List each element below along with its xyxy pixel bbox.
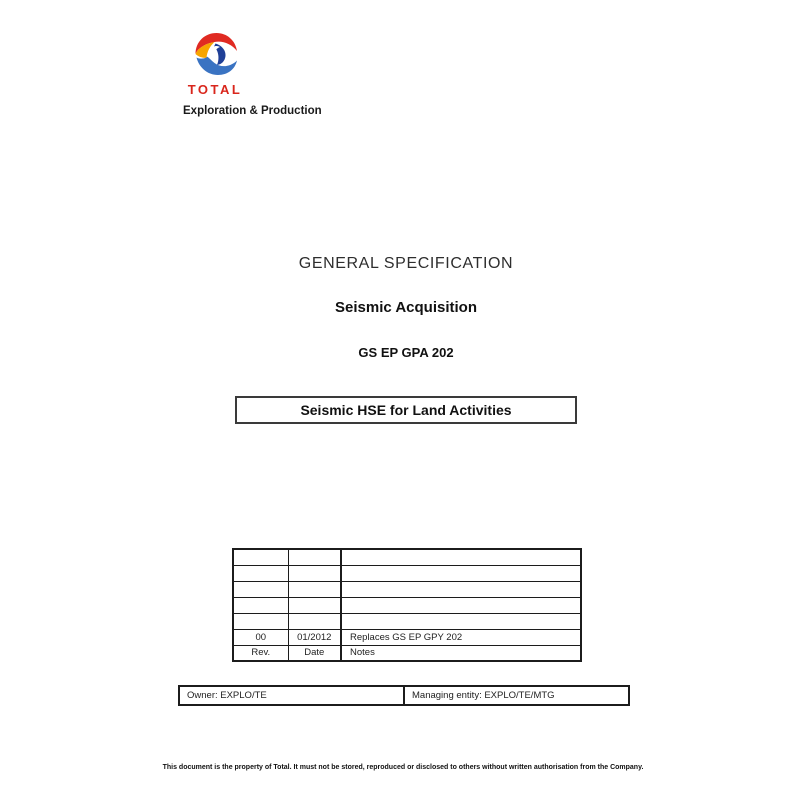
date-cell [288,613,341,629]
total-wordmark: TOTAL [187,82,243,97]
subject-heading: Seismic Acquisition [335,299,477,316]
rev-cell [233,581,288,597]
doc-type-heading: GENERAL SPECIFICATION [298,255,514,272]
date-cell [288,581,341,597]
ownership-table [178,685,630,706]
revision-history-table [232,548,582,662]
table-row [233,629,581,645]
notes-cell [341,581,581,597]
total-globe-icon [191,28,241,80]
rev-cell [233,597,288,613]
table-row [233,565,581,581]
managing-entity-cell: Managing entity: EXPLO/TE/MTG [404,686,629,705]
ownership-row [179,686,629,705]
table-row [233,613,581,629]
doc-number-heading: GS EP GPA 202 [358,345,454,360]
division-label: Exploration & Production [183,105,322,117]
date-cell: 01/2012 [288,629,341,645]
notes-cell [341,565,581,581]
notes-header-cell: Notes [341,645,581,661]
date-cell [288,549,341,565]
date-cell [288,565,341,581]
notes-cell: Replaces GS EP GPY 202 [341,629,581,645]
rev-cell [233,549,288,565]
notes-cell [341,549,581,565]
boxed-document-title [235,396,577,424]
date-header-cell: Date [288,645,341,661]
confidentiality-notice: This document is the property of Total. It must not be stored, reproduced or disclosed to others without written authorisation from the Company. [162,764,644,771]
total-logo-block [183,28,333,97]
notes-cell [341,597,581,613]
boxed-document-title-text: Seismic HSE for Land Activities [300,402,512,418]
rev-cell [233,565,288,581]
table-row [233,549,581,565]
date-cell [288,597,341,613]
rev-cell [233,613,288,629]
table-header-row [233,645,581,661]
table-row [233,597,581,613]
rev-cell: 00 [233,629,288,645]
table-row [233,581,581,597]
owner-cell: Owner: EXPLO/TE [179,686,404,705]
rev-header-cell: Rev. [233,645,288,661]
notes-cell [341,613,581,629]
